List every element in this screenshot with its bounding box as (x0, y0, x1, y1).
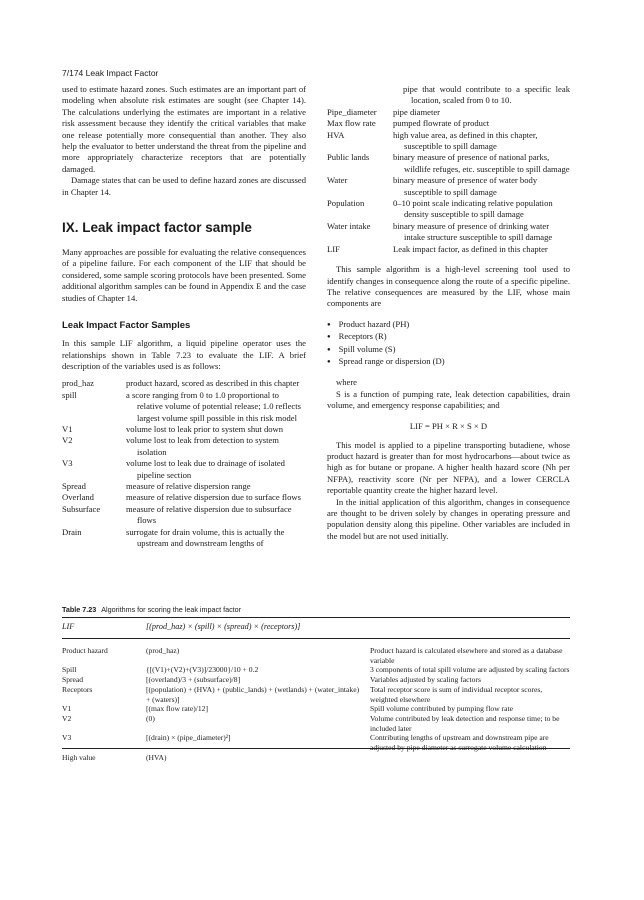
left-column (62, 84, 306, 549)
table-cell-formula: [(overland)/3 + (subsurface)/8] (146, 675, 241, 685)
definition-term: Water intake (327, 220, 371, 231)
table-top-rule (62, 617, 570, 618)
definition-row (62, 504, 306, 527)
table-cell-variable: V2 (62, 713, 72, 723)
initial-application-paragraph: In the initial application of this algorithm, changes in consequence are thought to be driven solely by changes in operating pressure and population density along this pipeline. Other variables are included in the model but are not used initially. (327, 496, 570, 541)
table-cell-variable: Spread (62, 675, 84, 685)
definition-text: measure of relative dispersion range (126, 480, 251, 491)
table-cell-variable: V3 (62, 733, 72, 743)
definition-row (62, 378, 306, 389)
table-cell-description: Variables adjusted by scaling factors (370, 675, 481, 685)
table-cell-description: Contributing lengths of upstream and downstream pipe are adjusted by pipe diameter as surrogate volume calculation (370, 733, 549, 753)
table-bottom-rule (62, 748, 570, 749)
table-row (62, 753, 570, 763)
definition-term: LIF (327, 243, 340, 254)
table-row (62, 733, 570, 752)
variable-definitions-right (327, 107, 570, 255)
component-item: ● Spread range or dispersion (D) (327, 356, 570, 368)
definition-text: binary measure of presence of drinking water intake structure susceptible to spill damage (393, 220, 553, 243)
table-row (62, 704, 570, 714)
definition-term: Drain (62, 526, 82, 537)
definition-term: Water (327, 175, 348, 186)
right-column (327, 84, 570, 542)
table-row (62, 646, 570, 665)
intro-paragraph: used to estimate hazard zones. Such estimates are an important part of modeling when absolute risk estimates are sought (see Chapter 14). The calculations underlying the estimates are important in a relative risk assessment because they identify the critical variables that make one release potentially more consequential than another. They also help the evaluator to better understand the threat from the pipeline and more appropriately characterize receptors that are potentially damaged. (62, 84, 306, 174)
definition-term: HVA (327, 129, 345, 140)
definition-row (327, 130, 570, 153)
definition-row (327, 221, 570, 244)
table-cell-description: Volume contributed by leak detection and response time; to be included later (370, 713, 560, 733)
table-header-rule (62, 638, 570, 639)
definition-text: binary measure of presence of water body susceptible to spill damage (393, 175, 538, 197)
subsection-heading: Leak Impact Factor Samples (62, 320, 191, 332)
definition-term: Subsurface (62, 503, 101, 514)
definition-text: product hazard, scored as described in this chapter (126, 378, 300, 389)
algorithm-table (62, 646, 570, 762)
table-cell-formula: (0) (146, 713, 155, 723)
table-row (62, 665, 570, 675)
table-caption (62, 605, 241, 614)
component-list (327, 319, 570, 369)
table-row (62, 675, 570, 685)
table-header-key: LIF (62, 622, 75, 631)
definition-text: surrogate for drain volume, this is actually the upstream and downstream lengths of (126, 526, 285, 548)
butadiene-paragraph: This model is applied to a pipeline transporting butadiene, whose product hazard is greater than for most hydrocarbons—about twice as high as for butane or propane. A higher health hazard score (Nh per NFPA), reactivity score (Nr per NFPA), and a lower CERCLA reportable quantity create the higher hazard level. (327, 439, 570, 496)
table-cell-formula: (prod_haz) (146, 646, 180, 655)
where-label: where (336, 377, 357, 388)
definition-text: a score ranging from 0 to 1.0 proportional to relative volume of potential release; 1.0 reflects largest volume spill possible in this risk model (126, 389, 301, 423)
definition-text: volume lost to leak due to drainage of isolated pipeline section (126, 458, 285, 480)
table-cell-description: Spill volume contributed by pumping flow rate (370, 704, 513, 714)
definition-term: spill (62, 389, 77, 400)
definition-term: Max flow rate (327, 118, 376, 129)
definition-term: Overland (62, 492, 94, 503)
definition-row (62, 481, 306, 492)
table-cell-description: Product hazard is calculated elsewhere and stored as a database variable (370, 646, 563, 665)
definition-row (62, 424, 306, 435)
definition-row (327, 175, 570, 198)
definition-term: V1 (62, 423, 73, 434)
table-caption-text: Algorithms for scoring the leak impact factor (101, 605, 242, 614)
component-item: ● Spill volume (S) (327, 344, 570, 356)
definition-text: volume lost to leak from detection to system isolation (126, 435, 279, 457)
s-definition: S is a function of pumping rate, leak detection capabilities, drain volume, and emergency response capabilities; and (327, 388, 570, 411)
definition-row (327, 118, 570, 129)
definition-row (327, 244, 570, 255)
running-header: 7/174 Leak Impact Factor (62, 68, 159, 78)
table-row (62, 714, 570, 733)
lif-formula: LIF = PH × R × S × D (409, 420, 488, 431)
table-cell-description: 3 components of total spill volume are adjusted by scaling factors (370, 665, 570, 675)
table-cell-variable: Spill (62, 665, 77, 675)
table-cell-formula: {[(V1)+(V2)+(V3)]/23000}/10 + 0.2 (146, 665, 259, 675)
table-header-row (62, 622, 570, 631)
table-cell-formula: (HVA) (146, 752, 167, 762)
table-row (62, 685, 570, 704)
definition-continuation: pipe that would contribute to a specific leak location, scaled from 0 to 10. (403, 84, 570, 106)
definition-row (327, 107, 570, 118)
definition-term: prod_haz (62, 378, 94, 389)
definition-text: 0–10 point scale indicating relative population density susceptible to spill damage (393, 198, 553, 220)
subsection-paragraph: In this sample LIF algorithm, a liquid pipeline operator uses the relationships shown in Table 7.23 to evaluate the LIF. A brief description of the variables used is as follows: (62, 338, 306, 371)
component-item: ● Receptors (R) (327, 331, 570, 343)
table-cell-variable: Receptors (62, 684, 93, 694)
definition-term: Spread (62, 480, 86, 491)
table-cell-description (370, 753, 570, 763)
definition-text: binary measure of presence of national parks, wildlife refuges, etc. susceptible to spill damage (393, 152, 570, 174)
table-cell-formula: [(population) + (HVA) + (public_lands) + (wetlands) + (water_intake) + (waters)] (146, 684, 360, 704)
intro-paragraph-2: Damage states that can be used to define hazard zones are discussed in Chapter 14. (62, 175, 306, 197)
definition-row (327, 152, 570, 175)
definition-text: volume lost to leak prior to system shut down (126, 423, 284, 434)
definition-row (62, 390, 306, 424)
section-paragraph: Many approaches are possible for evaluating the relative consequences of a pipeline failure. For each component of the LIF that should be considered, some sample scoring protocols have been presented. Some additional algorithm samples can be found in Appendix E and the case studies of Chapter 14. (62, 247, 306, 303)
table-label: Table 7.23 (62, 605, 97, 614)
definition-text: pumped flowrate of product (393, 118, 490, 129)
table-cell-variable: Product hazard (62, 646, 108, 655)
definition-row (62, 527, 306, 550)
table-cell-formula: [(max flow rate)/12] (146, 704, 208, 714)
variable-definitions-left (62, 378, 306, 549)
table-cell-variable: V1 (62, 704, 72, 714)
definition-row (62, 435, 306, 458)
section-heading: IX. Leak impact factor sample (62, 220, 252, 236)
definition-text: pipe diameter (393, 106, 441, 117)
component-item: ● Product hazard (PH) (327, 319, 570, 331)
definition-term: Population (327, 198, 365, 209)
table-header-formula: [(prod_haz) × (spill) × (spread) × (receptors)] (146, 622, 301, 631)
definition-term: V3 (62, 458, 73, 469)
definition-text: high value area, as defined in this chapter, susceptible to spill damage (393, 129, 538, 152)
table-cell-variable: High value (62, 752, 96, 762)
definition-text: Leak impact factor, as defined in this chapter (393, 243, 548, 254)
definition-term: V2 (62, 435, 73, 446)
definition-text: measure of relative dispersion due to subsurface flows (126, 503, 292, 526)
definition-term: Public lands (327, 152, 370, 163)
definition-row (62, 458, 306, 481)
definition-row (327, 198, 570, 221)
table-cell-formula: [(drain) × (pipe_diameter)²] (146, 733, 231, 743)
definition-term: Pipe_diameter (327, 106, 377, 117)
table-cell-description: Total receptor score is sum of individual receptor scores, weighted elsewhere (370, 684, 543, 704)
definition-row (62, 492, 306, 503)
definition-text: measure of relative dispersion due to surface flows (126, 492, 301, 503)
algorithm-paragraph: This sample algorithm is a high-level screening tool used to identify changes in consequence along the route of a specific pipeline. The relative consequences are measured by the LIF, whose main components are (327, 264, 570, 309)
